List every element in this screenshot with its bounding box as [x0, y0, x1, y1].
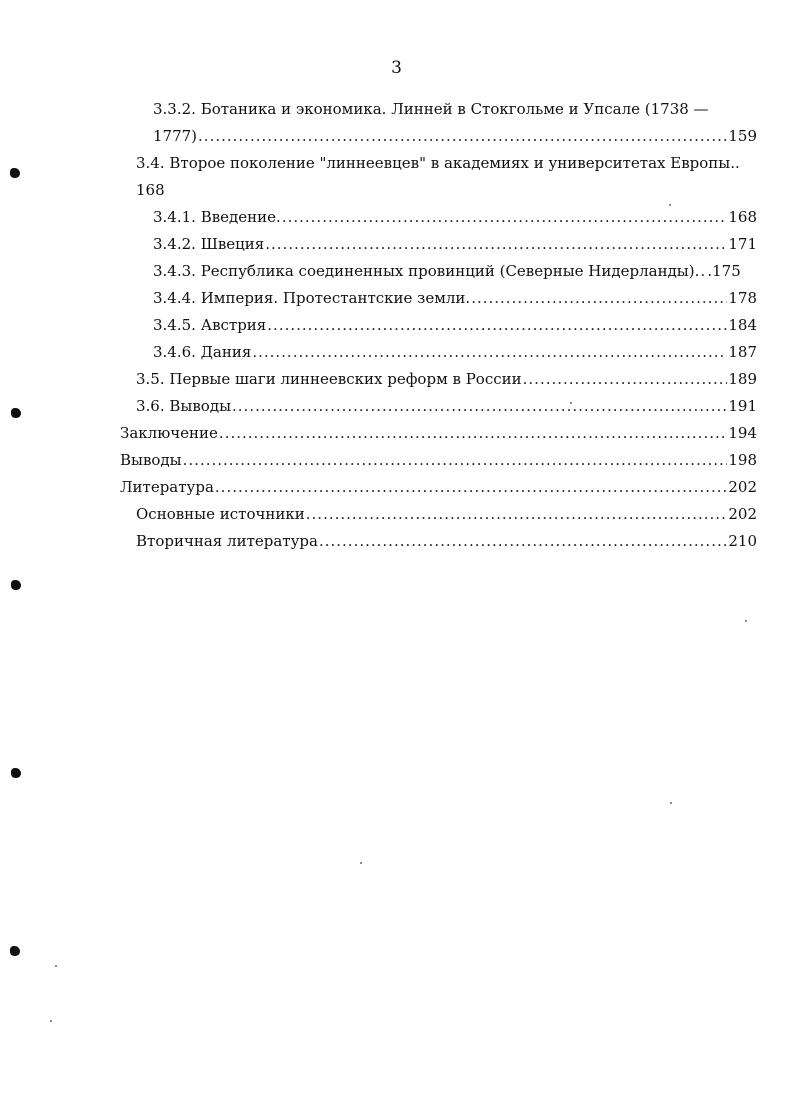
toc-entry-label: Основные источники — [136, 505, 305, 523]
dot-leader — [267, 312, 727, 339]
toc-entry-page: 159 — [728, 127, 757, 145]
toc-entry-page: .175 — [707, 262, 741, 280]
toc-entry-label: 3.4.6. Дания — [153, 343, 252, 361]
punch-mark — [11, 408, 21, 418]
toc-entry-page: 187 — [728, 343, 757, 361]
dot-leader — [471, 285, 727, 312]
punch-mark — [10, 946, 20, 956]
toc-entry-3-4-line2 — [136, 177, 757, 204]
toc-entry-label: Выводы — [120, 451, 182, 469]
toc-entry-page: 184 — [728, 316, 757, 334]
toc-entry-3-5 — [136, 366, 757, 393]
toc-entry-page: 168 — [728, 208, 757, 226]
scan-speck — [745, 620, 747, 622]
scan-speck — [669, 204, 671, 206]
scan-speck — [55, 965, 57, 967]
toc-entry-label: 3.4.4. Империя. Протестантские земли. — [153, 289, 471, 307]
dot-leader — [219, 420, 727, 447]
punch-mark — [11, 580, 21, 590]
toc-entry-label: Заключение — [120, 424, 218, 442]
toc-entry-label: 3.5. Первые шаги линнеевских реформ в России — [136, 370, 522, 388]
dot-leader — [700, 258, 706, 285]
toc-entry-3-4-5 — [153, 312, 757, 339]
dot-leader — [523, 366, 728, 393]
toc-entry-secondary-literature — [136, 528, 757, 555]
toc-entry-3-6 — [136, 393, 757, 420]
toc-entry-page: 194 — [728, 424, 757, 442]
dot-leader — [306, 501, 728, 528]
toc-entry-page: 189 — [728, 370, 757, 388]
dot-leader — [198, 123, 727, 150]
dot-leader — [252, 339, 727, 366]
toc-entry-3-4-line1 — [136, 150, 757, 177]
scan-speck — [670, 802, 672, 804]
dot-leader — [282, 204, 728, 231]
toc-entry-page: 191 — [728, 397, 757, 415]
toc-entry-label: Литература — [120, 478, 214, 496]
toc-entry-label: 3.4.5. Австрия — [153, 316, 267, 334]
toc-entry-label: 3.3.2. Ботаника и экономика. Линней в Стокгольме и Упсале (1738 — — [153, 100, 709, 118]
punch-mark — [11, 768, 21, 778]
toc-entry-3-3-2-line2 — [153, 123, 757, 150]
toc-entry-page: 178 — [728, 289, 757, 307]
dot-leader — [215, 474, 727, 501]
dot-leader — [319, 528, 727, 555]
toc-entry-label: 3.4.2. Швеция — [153, 235, 265, 253]
toc-entry-label: 3.4.1. Введение. — [153, 208, 281, 226]
toc-entry-findings — [120, 447, 757, 474]
toc-entry-3-3-2-line1 — [153, 96, 757, 123]
toc-entry-page: 198 — [728, 451, 757, 469]
toc-entry-label: Вторичная литература — [136, 532, 318, 550]
page-number: 3 — [391, 58, 402, 78]
toc-entry-page: 210 — [728, 532, 757, 550]
toc-entry-label: 168 — [136, 181, 165, 199]
toc-entry-page: 202 — [728, 478, 757, 496]
toc-entry-page: 171 — [728, 235, 757, 253]
dot-leader — [183, 447, 728, 474]
toc-entry-label: 3.4.3. Республика соединенных провинций (Северные Нидерланды). — [153, 262, 700, 280]
punch-mark — [10, 168, 20, 178]
toc-entry-3-4-6 — [153, 339, 757, 366]
toc-entry-3-4-3 — [153, 258, 757, 285]
toc-entry-literature — [120, 474, 757, 501]
toc-entry-3-4-4 — [153, 285, 757, 312]
toc-entry-label: 3.6. Выводы — [136, 397, 232, 415]
dot-leader — [232, 393, 727, 420]
scan-speck — [360, 862, 362, 864]
toc-entry-primary-sources — [136, 501, 757, 528]
toc-entry-label: 1777) — [153, 127, 198, 145]
scan-speck — [570, 402, 572, 404]
dot-leader — [265, 231, 727, 258]
toc-entry-3-4-2 — [153, 231, 757, 258]
toc-entry-page: 202 — [728, 505, 757, 523]
toc-entry-label: 3.4. Второе поколение "линнеевцев" в академиях и университетах Европы.. — [136, 154, 740, 172]
scan-speck — [50, 1020, 52, 1022]
toc-entry-3-4-1 — [153, 204, 757, 231]
toc-entry-conclusion — [120, 420, 757, 447]
